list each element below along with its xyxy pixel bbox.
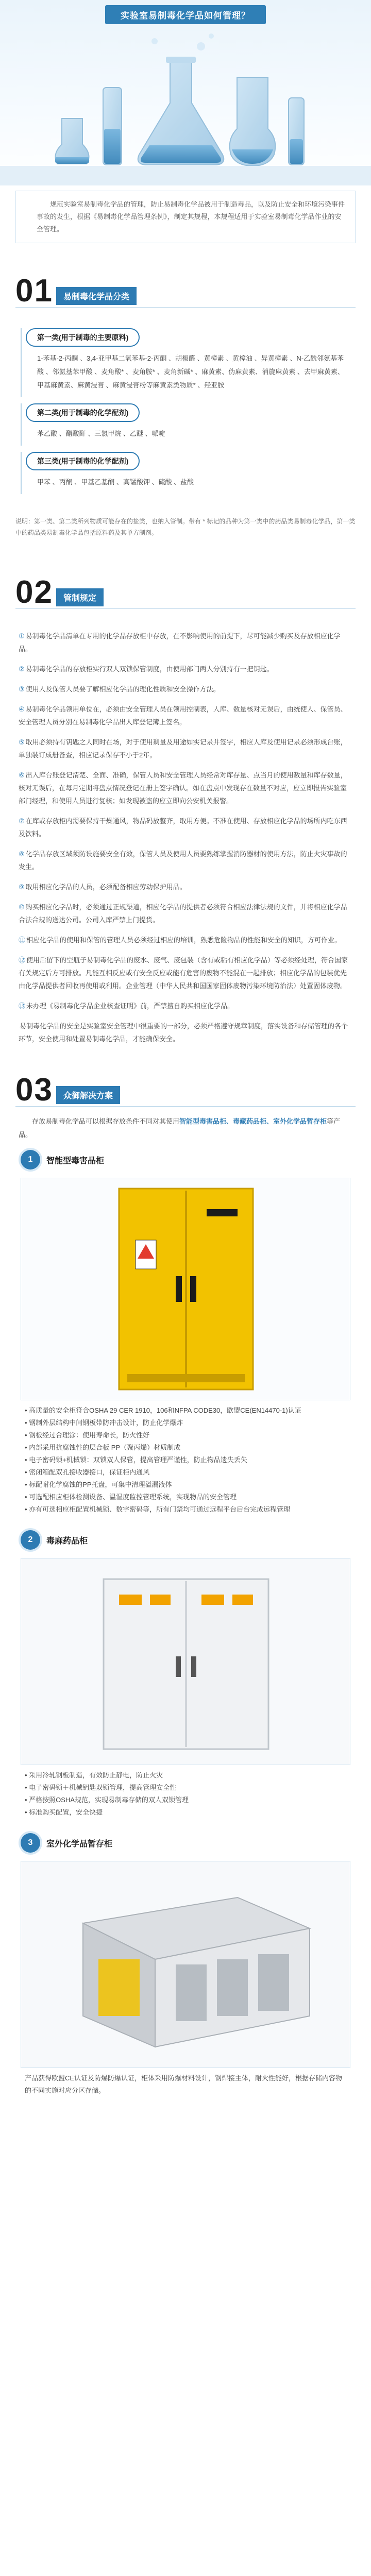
feature-item: • 电子密码锁+机械锁：双锁双人保管，提高管理严谨性，防止物品遗失丢失 [25, 1456, 247, 1464]
section-number: 02 [15, 574, 53, 610]
rule-item [15, 769, 356, 807]
product-name: 毒麻药品柜 [46, 1536, 88, 1546]
rule-item [15, 736, 356, 761]
rule-text: 易制毒化学品清单在专用的化学品存放柜中存放，在不影响使用的前提下，尽可能减少购买及存放相应化学品。 [19, 632, 341, 653]
rule-text: 使用人及保管人员要了解相应化学品的理化性质和安全操作方法。 [25, 685, 220, 693]
rule-text: 取用必须持有钥匙之人同时在场，对于使用剩量及用途如实记录并签字，相应人库及使用记录必须形成台账，单独装订成册备查，相应记录保存不小于2年。 [19, 738, 347, 759]
rule-text: 出入库台账登记清楚、全面、准确，保管人员和安全管理人员经常对库存量、点当月的使用数量和库存数量，核对无误后，在每月定期将盘点情况登记在册上签字确认。如在盘点中发现存在数量不对应，应立即报告实验室部门经理，和使用人员进行复核；如发现被盗的应立即向公安机关报警。 [19, 771, 347, 805]
rule-text: 易制毒化学品的存放柜实行双人双锁保管制度，由使用部门两人分别持有一把钥匙。 [25, 665, 274, 673]
feature-item: 产品获得欧盟CE认证及防爆防爆认证，柜体采用防爆材料设计，钢焊接主体，耐火性能好，根据存储内容物的不同实施对应分区存储。 [25, 2074, 343, 2094]
rule-item [15, 999, 356, 1012]
rule-item [15, 848, 356, 873]
category-items: 苯乙酸 、醋酸酐 、三氯甲烷 、乙醚 、哌啶 [37, 430, 165, 437]
category-title: 第二类(用于制毒的化学配剂) [26, 403, 140, 422]
rule-number: ⑫ [19, 956, 26, 964]
rule-number: ④ [19, 705, 25, 713]
feature-item: • 亦有可选相应柜配置机械锁、数字密码等，所有门禁均可通过远程平台后台完成远程管理 [25, 1505, 291, 1513]
feature-item: • 钢制外层结构中间钢板带防冲击设计，防止化学爆炸 [25, 1419, 183, 1427]
feature-item: • 严格按照OSHA规范，实现易制毒存储的双人双锁管理 [25, 1796, 189, 1804]
rule-text: 易制毒化学品的安全是实验室安全管理中很重要的一部分，必须严格遵守规章制度，落实设备和存储管理的各个环节，安全使用和处置易制毒化学品，才能确保安全。 [19, 1022, 348, 1043]
category-items: 1-苯基-2-丙酮 、3,4-亚甲基二氧苯基-2-丙酮 、胡椒醛 、黄樟素 、黄樟油 、异黄樟素 、N-乙酰邻氨基苯酸 、邻氨基苯甲酸 、麦角酸* 、麦角胺* 、麦角新碱* 、麻黄素、伪麻黄素、消旋麻黄素 、去甲麻黄素、甲基麻黄素、麻黄浸膏 、麻黄浸膏粉等麻黄素类物质* 、羟亚胺 [37, 354, 344, 389]
outdoor-storage-container-icon [21, 1861, 350, 2067]
feature-item: • 标准购买配置，安全快捷 [25, 1808, 103, 1816]
rule-text: 使用后留下的空瓶子易制毒化学品的废水、废气、废包装（含有或粘有相应化学品）等必须经处理，符合国家有关规定后方可排放。凡能互相反应或有安全反应或能有危害的废物不能混在一起排放；相应化学品的包装优先由化学品提供者回收再使用或利用。企业管理（中华人民共和国国家固体废物污染环境防治法）处置固体废物。 [19, 956, 348, 990]
feature-item: • 钢板经过合理涂：使用寿命长，防火性好 [25, 1431, 150, 1439]
rule-item [15, 1020, 356, 1045]
feature-item: • 高质量的安全柜符合OSHA 29 CER 1910，106和NFPA CODE30，欧盟CE(EN14470-1)认证 [25, 1406, 301, 1414]
rule-number: ⑬ [19, 1002, 26, 1010]
product-name: 智能型毒害品柜 [46, 1156, 105, 1165]
rule-number: ⑩ [19, 903, 25, 911]
rule-item [15, 954, 356, 992]
solution-intro [15, 1107, 356, 1150]
rule-number: ⑦ [19, 817, 25, 825]
product-3-image [21, 1861, 350, 2068]
product-1-image [21, 1178, 350, 1400]
category-title: 第三类(用于制毒的化学配剂) [26, 452, 140, 470]
product-number-badge: 3 [21, 1833, 40, 1853]
product-number-badge: 2 [21, 1530, 40, 1550]
product-2-features [21, 1765, 350, 1823]
section-01-header [15, 274, 356, 308]
rule-number: ⑪ [19, 936, 26, 944]
section-tag: 易制毒化学品分类 [56, 287, 137, 305]
rule-text: 化学品存放区域须防设施要安全有效，保管人员及使用人员要熟练掌握消防器材的使用方法，防止火灾事故的发生。 [19, 850, 347, 871]
rule-item [15, 630, 356, 655]
product-2-header [21, 1530, 350, 1550]
hero-banner [0, 0, 371, 185]
rules-list [15, 630, 356, 1045]
solution-intro-highlight: 智能型毒害品柜、毒藏药品柜、室外化学品暂存柜 [179, 1117, 327, 1125]
section-number: 01 [15, 273, 53, 309]
product-2-image [21, 1558, 350, 1765]
section-03-header [15, 1073, 356, 1107]
rule-text: 相应化学品的使用和保管的管理人员必须经过相应的培训，熟悉危险物品的性能和安全的知识，方可作业。 [26, 936, 342, 944]
product-name: 室外化学品暂存柜 [46, 1839, 113, 1849]
product-1-features [21, 1400, 350, 1520]
yellow-safety-cabinet-icon [21, 1178, 350, 1400]
feature-item: • 标配耐化学腐蚀的PP托盘，可集中清理溢漏液体 [25, 1481, 172, 1488]
rule-number: ① [19, 632, 25, 640]
rule-text: 购买相应化学品时，必须通过正规渠道，相应化学品的提供者必须符合相应法律法规的文件，并将相应化学品合法合规的送达公司。公司入库严禁上门提货。 [19, 903, 347, 924]
feature-item: • 可选配相应柜体检测设备、温湿度监控管理系统，实现物品的安全管理 [25, 1493, 237, 1501]
solution-intro-pre: 存放易制毒化学品可以根据存放条件不同对其使用 [32, 1117, 180, 1125]
rule-item [15, 901, 356, 926]
category-note: 说明：第一类、第二类所列物质可能存在的盐类，也纳入管制。带有 * 标记的品种为第一类中的药品类易制毒化学品，第一类中的药品类易制毒化学品包括原料药及其单方制剂。 [15, 518, 356, 536]
category-items: 甲苯 、丙酮 、甲基乙基酮 、高锰酸钾 、硫酸 、盐酸 [37, 478, 194, 486]
solution-intro-post: 等产品。 [19, 1117, 341, 1139]
product-1-header [21, 1150, 350, 1170]
rule-item [15, 934, 356, 946]
hero-title: 实验室易制毒化学品如何管理？ [105, 5, 266, 24]
rule-text: 在库或存放柜内需要保持干燥通风，物品码放整齐，取用方便。不准在使用、存放相应化学品的场所内吃东西及饮料。 [19, 817, 347, 838]
rule-item [15, 815, 356, 840]
product-3-header [21, 1833, 350, 1853]
white-cabinet-icon [21, 1558, 350, 1765]
feature-item: • 电子密码锁＋机械钥匙双锁管理，提高管理安全性 [25, 1784, 177, 1791]
category-2 [21, 403, 350, 446]
intro-paragraph: 规范实验室易制毒化学品的管理，防止易制毒化学品被用于制造毒品，以及防止安全和环境污染事件事故的发生，根据《易制毒化学品管理条例》，制定其规程，本规程适用于实验室易制毒化学品作业的安全管理。 [15, 191, 356, 243]
section-02-header [15, 575, 356, 609]
rule-item [15, 663, 356, 675]
rule-number: ⑨ [19, 883, 25, 891]
section-tag: 众御解决方案 [56, 1086, 120, 1104]
feature-item: • 采用冷轧钢板制造，有效防止静电，防止火灾 [25, 1771, 163, 1779]
product-number-badge: 1 [21, 1150, 40, 1170]
product-3-features [21, 2068, 350, 2101]
rule-number: ⑤ [19, 738, 25, 746]
rule-text: 未办理《易制毒化学品企业核查证明》前，严禁擅自购买相应化学品。 [26, 1002, 234, 1010]
rule-number: ⑧ [19, 850, 25, 858]
rule-number: ② [19, 665, 25, 673]
section-number: 03 [15, 1072, 53, 1108]
category-title: 第一类(用于制毒的主要原料) [26, 328, 140, 347]
rule-item [15, 880, 356, 893]
rule-number: ⑥ [19, 771, 25, 779]
rule-number: ③ [19, 685, 25, 693]
category-3 [21, 452, 350, 494]
feature-item: • 内部采用抗腐蚀性的层合板 PP（聚丙烯）材质制成 [25, 1444, 181, 1451]
lab-glassware-illustration [0, 0, 371, 185]
rule-text: 易制毒化学品领用单位在，必须由安全管理人员在领用控制表，人库、数量核对无误后，由统使人、保管员、安全管理人员分别在易制毒化学品出人库登记簿上签名。 [19, 705, 347, 726]
rule-item [15, 683, 356, 696]
category-1 [21, 328, 350, 397]
rule-item [15, 703, 356, 728]
rule-text: 取用相应化学品的人员，必须配备相应劳动保护用品。 [25, 883, 187, 891]
feature-item: • 密闭箱配双孔接收器接口，保证柜内通风 [25, 1468, 150, 1476]
section-tag: 管制规定 [56, 588, 104, 606]
